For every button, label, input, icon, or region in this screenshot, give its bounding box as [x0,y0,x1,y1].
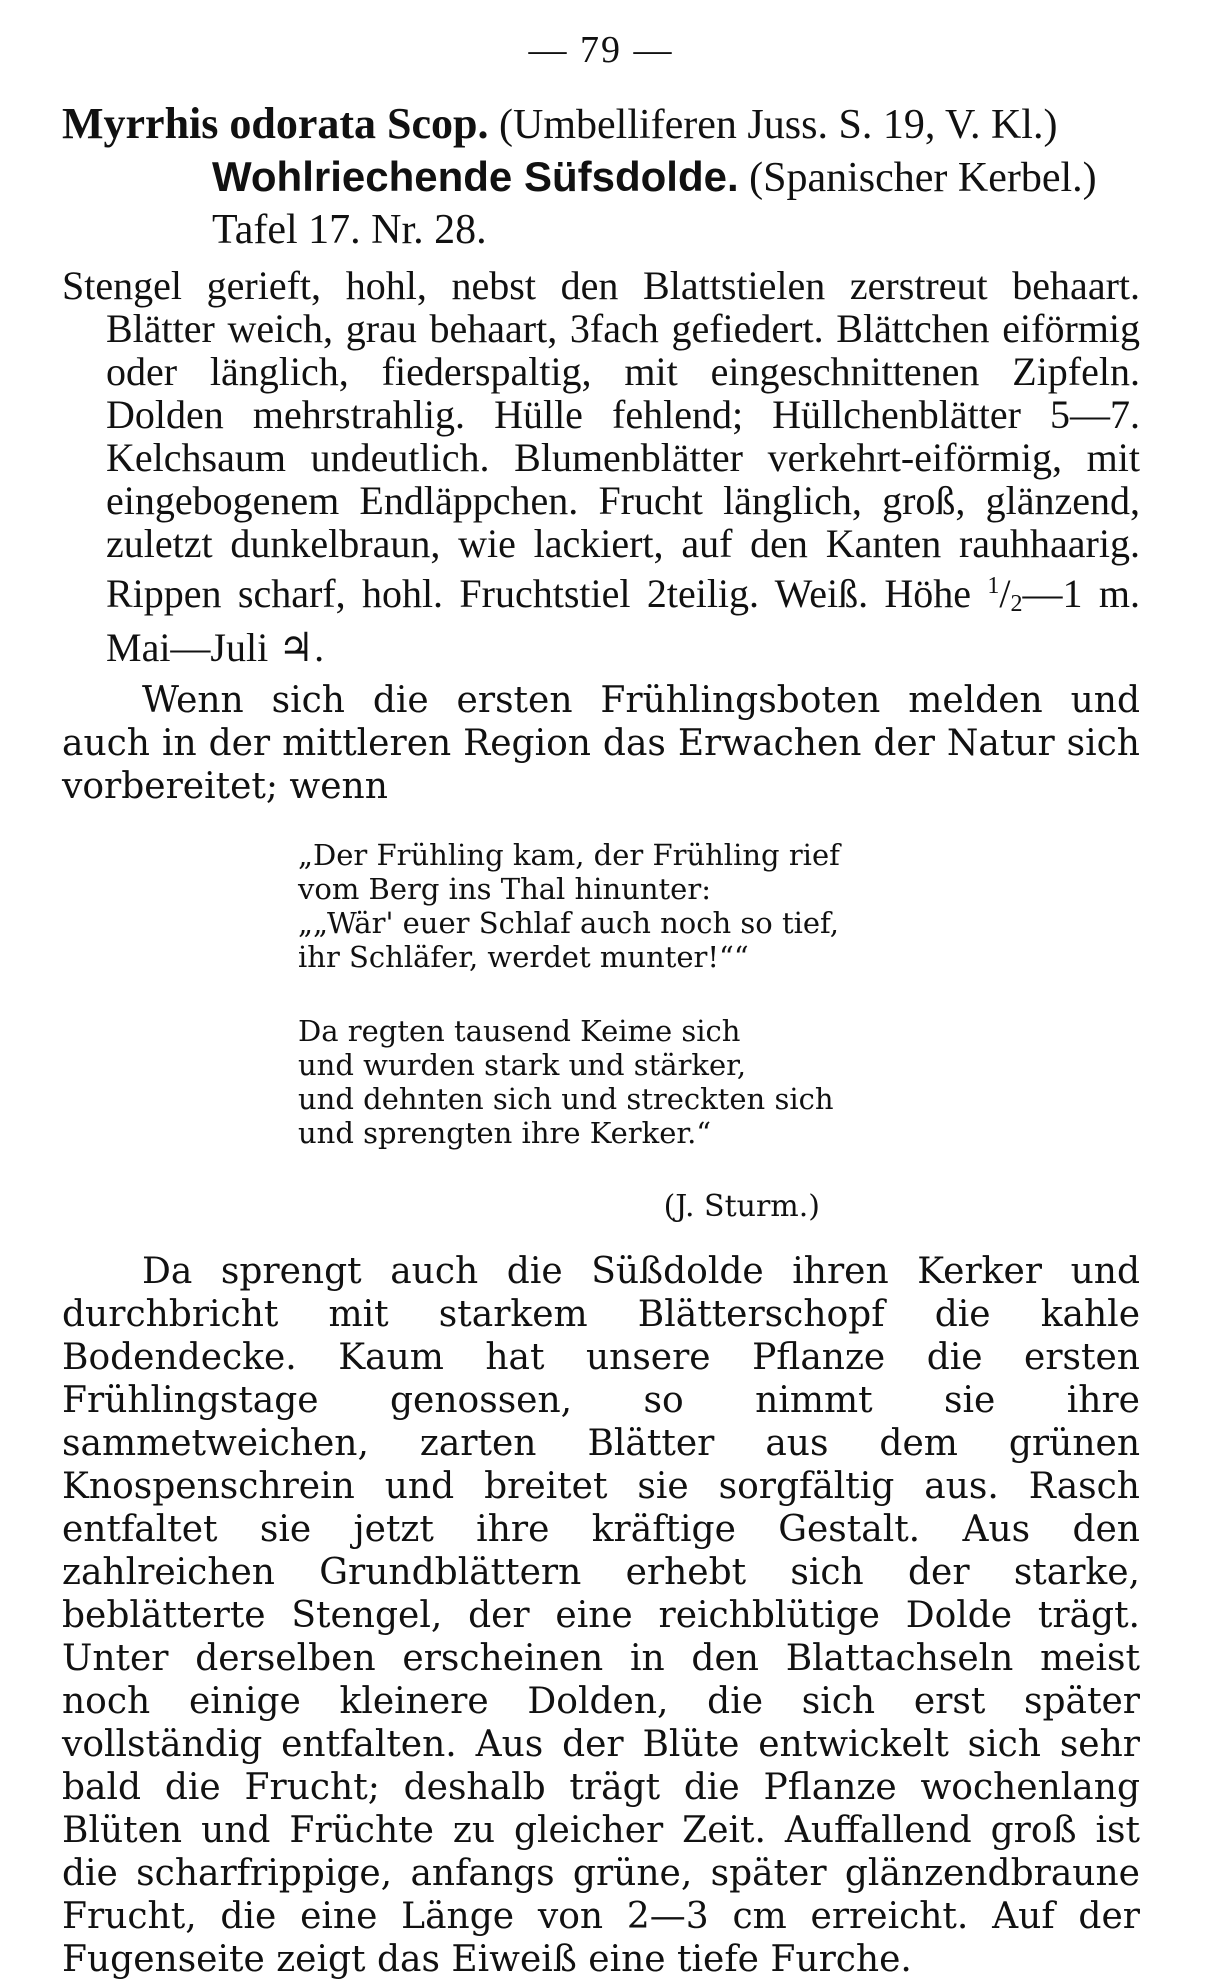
poem-line: und wurden stark und stärker, [298,1048,747,1082]
poem-attribution: (J. Sturm.) [663,1189,820,1224]
poem [298,838,1140,1224]
poem-line: „„Wär' euer Schlaf auch noch so tief, [298,906,839,940]
poem-line: Da regten tausend Keime sich [298,1014,741,1048]
fraction-numerator: 1 [987,573,1000,599]
book-page [62,28,1140,1981]
body-paragraph: Da sprengt auch die Süßdolde ihren Kerker und durchbricht mit starkem Blätterschopf die kahle Bodendecke. Kaum hat unsere Pflanze die ersten Frühlingstage genossen, so nimmt sie ihre sammetweichen, zarten Blätter aus dem grünen Knospenschrein und breitet sie sorgfältig aus. Rasch entfaltet sie jetzt ihre kräftige Gestalt. Aus den zahlreichen Grundblättern erhebt sich der starke, beblätterte Stengel, der eine reichblütige Dolde trägt. Unter derselben erscheinen in den Blattachseln meist noch einige kleinere Dolden, die sich erst später vollständig entfalten. Aus der Blüte entwickelt sich sehr bald die Frucht; deshalb trägt die Pflanze wochenlang Blüten und Früchte zu gleicher Zeit. Auffallend groß ist die scharfrippige, anfangs grüne, später glänzendbraune Frucht, die eine Länge von 2—3 cm erreicht. Auf der Fugenseite zeigt das Eiweiß eine tiefe Furche. [62,1251,1140,1980]
poem-line: vom Berg ins Thal hinunter: [298,872,711,906]
poem-line: und dehnten sich und streckten sich [298,1082,834,1116]
description-main: Stengel gerieft, hohl, nebst den Blattstielen zerstreut behaart. Blätter weich, grau behaart, 3fach gefiedert. Blättchen eiförmig oder länglich, fiederspaltig, mit eingeschnittenen Zipfeln. Dolden mehrstrahlig. Hülle fehlend; Hüllchenblätter 5—7. Kelchsaum undeutlich. Blumenblätter verkehrt-eiförmig, mit eingebogenem Endläppchen. Frucht länglich, groß, glänzend, zuletzt dunkelbraun, wie lackiert, auf den Kanten rauhhaarig. Rippen scharf, hohl. Fruchtstiel 2teilig. Weiß. Höhe [62,263,1140,616]
species-heading [62,98,1140,256]
german-name: Wohlriechende Süfsdolde. [212,153,739,200]
description-end: —1 m. Mai—Juli ♃. [106,571,1140,670]
fraction-denominator: 2 [1010,591,1023,617]
page-number: — 79 — [528,29,674,71]
family-info: (Umbelliferen Juss. S. 19, V. Kl.) [499,102,1058,148]
latin-name: Myrrhis odorata Scop. [62,99,489,148]
poem-line: „Der Frühling kam, der Frühling rief [298,838,840,872]
botanical-description: Stengel gerieft, hohl, nebst den Blattstielen zerstreut behaart. Blätter weich, grau behaart, 3fach gefiedert. Blättchen eiförmig oder länglich, fiederspaltig, mit eingeschnittenen Zipfeln. Dolden mehrstrahlig. Hülle fehlend; Hüllchenblätter 5—7. Kelchsaum undeutlich. Blumenblätter verkehrt-eiförmig, mit eingebogenem Endläppchen. Frucht länglich, groß, glänzend, zuletzt dunkelbraun, wie lackiert, auf den Kanten rauhhaarig. Rippen scharf, hohl. Fruchtstiel 2teilig. Weiß. Höhe $^1$/2—1 m. Mai—Juli ♃. [62,263,1140,670]
poem-line: und sprengten ihre Kerker.“ [298,1116,712,1150]
intro-paragraph: Wenn sich die ersten Frühlingsboten melden und auch in der mittleren Region das Erwachen der Natur sich vorbereitet; wenn [62,680,1140,807]
plate-reference: Tafel 17. Nr. 28. [212,207,487,253]
poem-stanza-1 [298,838,1140,974]
poem-stanza-2 [298,1014,1140,1150]
alternate-name: (Spanischer Kerbel.) [749,155,1097,201]
poem-line: ihr Schläfer, werdet munter!““ [298,940,749,974]
